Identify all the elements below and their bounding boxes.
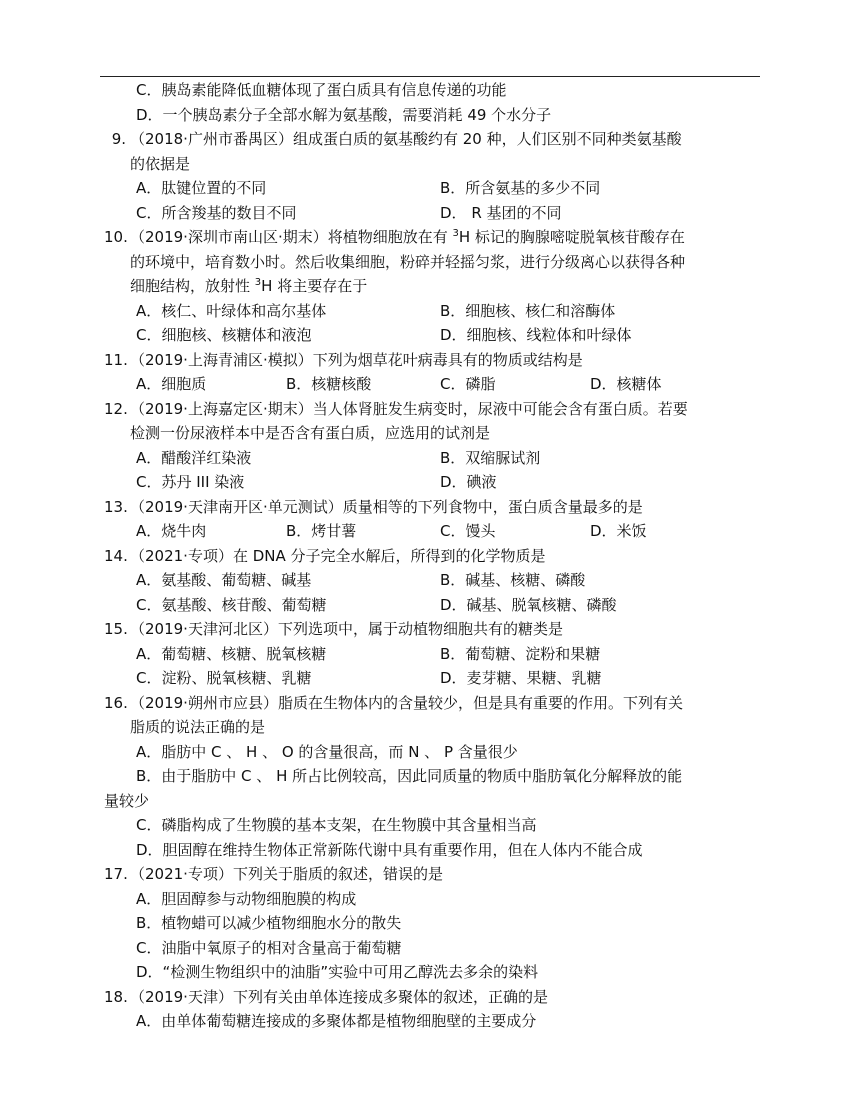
question-stem bbox=[104, 397, 764, 422]
question-text: 的依据是 bbox=[130, 154, 191, 173]
question-stem bbox=[104, 544, 764, 569]
answer-option bbox=[104, 764, 764, 789]
question-text: （2019·上海青浦区·模拟）下列为烟草花叶病毒具有的物质或结构是 bbox=[130, 350, 583, 369]
answer-option bbox=[104, 887, 764, 912]
answer-option: A．葡萄糖、核糖、脱氧核糖 bbox=[136, 644, 327, 663]
answer-option bbox=[104, 740, 764, 765]
answer-option: D．碘液 bbox=[440, 473, 497, 491]
answer-option bbox=[104, 911, 764, 936]
answer-option: C．磷脂 bbox=[440, 375, 496, 393]
answer-option: C．氨基酸、核苷酸、葡萄糖 bbox=[136, 595, 327, 614]
question-text: （2019·天津河北区）下列选项中，属于动植物细胞共有的糖类是 bbox=[130, 620, 563, 638]
question-text: （2019·深圳市南山区·期末）将植物细胞放在有 bbox=[130, 228, 453, 246]
question-number: 10. bbox=[104, 228, 128, 246]
question-stem-continued bbox=[104, 715, 764, 740]
answer-option: D．细胞核、线粒体和叶绿体 bbox=[440, 326, 632, 344]
answer-option: D．麦芽糖、果糖、乳糖 bbox=[440, 669, 602, 687]
question-text: （2019·朔州市应县）脂质在生物体内的含量较少，但是具有重要的作用。下列有关 bbox=[130, 693, 683, 712]
question-stem-continued bbox=[104, 274, 764, 299]
answer-option: A．醋酸洋红染液 bbox=[136, 448, 252, 467]
answer-option: C．苏丹 III 染液 bbox=[136, 473, 245, 491]
option-text: C．磷脂构成了生物膜的基本支架，在生物膜中其含量相当高 bbox=[136, 816, 537, 834]
question-number: 17. bbox=[104, 865, 128, 883]
answer-option: C．馒头 bbox=[440, 522, 496, 540]
question-number: 18. bbox=[104, 987, 128, 1006]
answer-option: B．碱基、核糖、磷酸 bbox=[440, 571, 586, 589]
option-text: A．胆固醇参与动物细胞膜的构成 bbox=[136, 889, 357, 908]
answer-option: B．葡萄糖、淀粉和果糖 bbox=[440, 644, 601, 663]
question-text: （2018·广州市番禺区）组成蛋白质的氨基酸约有 20 种，人们区别不同种类氨基酸 bbox=[130, 130, 682, 148]
question-stem bbox=[104, 691, 764, 716]
superscript: 3 bbox=[254, 277, 262, 288]
question-stem-continued bbox=[104, 421, 764, 446]
answer-option: B．烤甘薯 bbox=[286, 522, 357, 540]
question-stem bbox=[104, 348, 764, 373]
answer-option: D．碱基、脱氧核糖、磷酸 bbox=[440, 595, 617, 614]
answer-option: A．细胞质 bbox=[136, 375, 207, 393]
option-text: D．一个胰岛素分子全部水解为氨基酸，需要消耗 49 个水分子 bbox=[136, 105, 552, 124]
answer-option: A．烧牛肉 bbox=[136, 522, 207, 540]
answer-options-row bbox=[104, 372, 764, 397]
question-stem-continued bbox=[104, 250, 764, 275]
question-number: 13. bbox=[104, 497, 128, 516]
answer-option: B．双缩脲试剂 bbox=[440, 448, 541, 467]
question-list bbox=[104, 78, 764, 1034]
question-text: 脂质的说法正确的是 bbox=[130, 718, 266, 736]
answer-option bbox=[104, 1009, 764, 1034]
question-stem bbox=[104, 127, 764, 152]
answer-options-row bbox=[104, 593, 764, 618]
option-text: C．胰岛素能降低血糖体现了蛋白质具有信息传递的功能 bbox=[136, 81, 507, 99]
option-text: B．植物蜡可以减少植物细胞水分的散失 bbox=[136, 914, 402, 932]
question-stem bbox=[104, 225, 764, 250]
question-stem bbox=[104, 495, 764, 520]
question-stem bbox=[104, 862, 764, 887]
answer-option: D． R 基团的不同 bbox=[440, 203, 562, 222]
answer-options-row bbox=[104, 519, 764, 544]
answer-options-row bbox=[104, 642, 764, 667]
question-stem-continued bbox=[104, 152, 764, 177]
answer-option bbox=[104, 936, 764, 961]
answer-options-row bbox=[104, 666, 764, 691]
question-stem bbox=[104, 617, 764, 642]
answer-option: C．所含羧基的数目不同 bbox=[136, 203, 297, 222]
option-text: A．脂肪中 C 、 H 、 O 的含量很高，而 N 、 P 含量很少 bbox=[136, 742, 518, 761]
answer-options-row bbox=[104, 176, 764, 201]
answer-option bbox=[104, 103, 764, 128]
answer-option: A．氨基酸、葡萄糖、碱基 bbox=[136, 571, 312, 589]
question-number: 12. bbox=[104, 399, 128, 418]
answer-options-row bbox=[104, 446, 764, 471]
answer-option: B．所含氨基的多少不同 bbox=[440, 179, 601, 197]
answer-option: C．细胞核、核糖体和液泡 bbox=[136, 326, 312, 344]
question-number: 11. bbox=[104, 350, 128, 369]
answer-option: A．肽键位置的不同 bbox=[136, 179, 267, 197]
answer-option bbox=[104, 960, 764, 985]
answer-option: D．核糖体 bbox=[590, 375, 662, 393]
option-text: D．“检测生物组织中的油脂”实验中可用乙醇洗去多余的染料 bbox=[136, 963, 539, 981]
question-text-cont: H 将主要存在于 bbox=[261, 277, 368, 295]
option-text: D．胆固醇在维持生物体正常新陈代谢中具有重要作用，但在人体内不能合成 bbox=[136, 840, 643, 859]
answer-option: C．淀粉、脱氧核糖、乳糖 bbox=[136, 669, 312, 687]
question-text: （2021·专项）在 DNA 分子完全水解后，所得到的化学物质是 bbox=[130, 546, 546, 565]
question-text-cont: H 标记的胸腺嘧啶脱氧核苷酸存在 bbox=[458, 228, 685, 246]
question-text: 检测一份尿液样本中是否含有蛋白质，应选用的试剂是 bbox=[130, 424, 491, 442]
answer-options-row bbox=[104, 568, 764, 593]
question-text: （2019·天津南开区·单元测试）质量相等的下列食物中，蛋白质含量最多的是 bbox=[130, 497, 643, 516]
question-text: 的环境中，培育数小时。然后收集细胞，粉碎并轻摇匀浆，进行分级离心以获得各种 bbox=[130, 252, 686, 271]
answer-option bbox=[104, 838, 764, 863]
question-number: 14. bbox=[104, 546, 128, 565]
answer-options-row bbox=[104, 201, 764, 226]
option-text: B．由于脂肪中 C 、 H 所占比例较高，因此同质量的物质中脂肪氧化分解释放的能 bbox=[136, 767, 683, 785]
answer-option: D．米饭 bbox=[590, 522, 647, 540]
superscript: 3 bbox=[452, 228, 459, 239]
option-continued bbox=[104, 789, 764, 814]
answer-option bbox=[104, 78, 764, 103]
option-text: C．油脂中氧原子的相对含量高于葡萄糖 bbox=[136, 938, 402, 957]
answer-option: A．核仁、叶绿体和高尔基体 bbox=[136, 301, 327, 320]
question-text: （2021·专项）下列关于脂质的叙述，错误的是 bbox=[130, 865, 443, 883]
answer-options-row bbox=[104, 323, 764, 348]
option-text: A．由单体葡萄糖连接成的多聚体都是植物细胞壁的主要成分 bbox=[136, 1012, 537, 1030]
question-text: （2019·天津）下列有关由单体连接成多聚体的叙述，正确的是 bbox=[130, 987, 548, 1006]
question-number: 15. bbox=[104, 620, 128, 638]
question-number: 9. bbox=[111, 130, 126, 148]
question-text: （2019·上海嘉定区·期末）当人体肾脏发生病变时，尿液中可能会含有蛋白质。若要 bbox=[130, 399, 688, 418]
answer-option: B．细胞核、核仁和溶酶体 bbox=[440, 301, 616, 320]
header-rule bbox=[100, 76, 760, 77]
question-stem bbox=[104, 985, 764, 1010]
question-number: 16. bbox=[104, 693, 128, 712]
answer-options-row bbox=[104, 299, 764, 324]
answer-option: B．核糖核酸 bbox=[286, 375, 372, 393]
option-text: 量较少 bbox=[104, 791, 150, 810]
question-text: 细胞结构，放射性 bbox=[130, 277, 255, 295]
answer-option bbox=[104, 813, 764, 838]
answer-options-row bbox=[104, 470, 764, 495]
